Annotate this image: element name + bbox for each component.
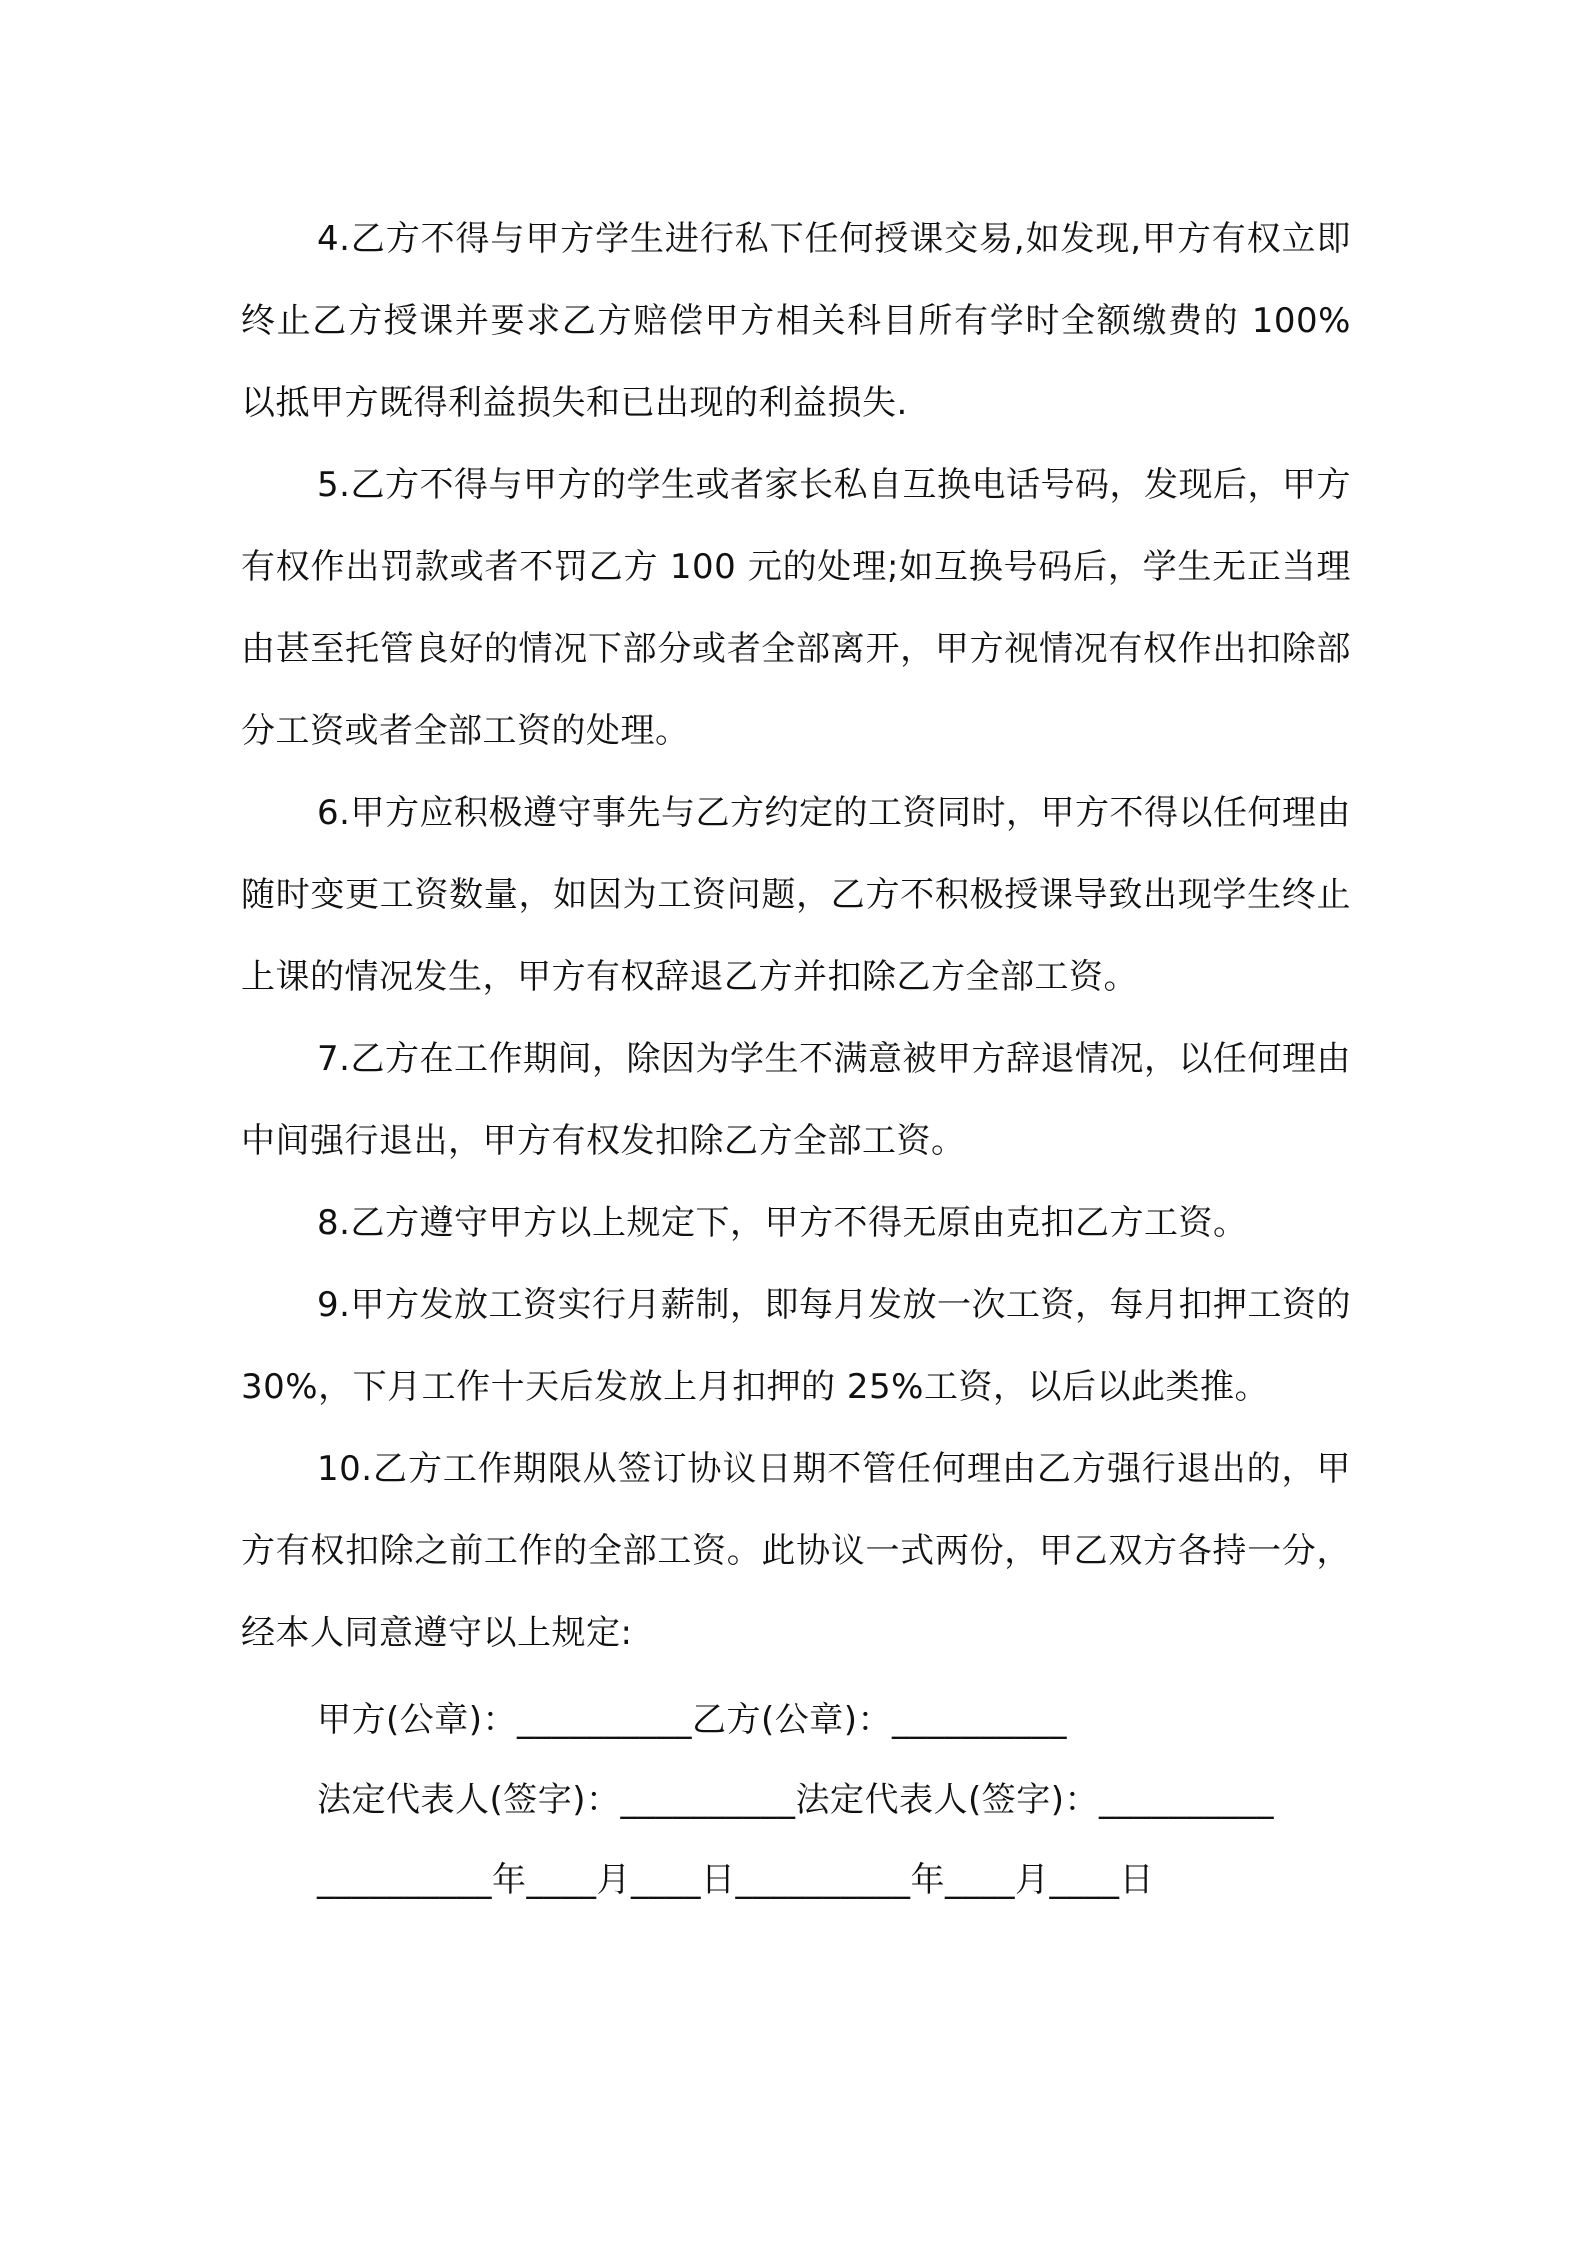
clause-5: 5.乙方不得与甲方的学生或者家长私自互换电话号码，发现后，甲方有权作出罚款或者不罚乙方 100 元的处理;如互换号码后，学生无正当理由甚至托管良好的情况下部分或者全部离开，甲方视情况有权作出扣除部分工资或者全部工资的处理。 bbox=[241, 465, 1351, 751]
date-line: __________年____月____日__________年____月____日 bbox=[317, 1860, 1154, 1900]
clause-8: 8.乙方遵守甲方以上规定下，甲方不得无原由克扣乙方工资。 bbox=[317, 1203, 1248, 1243]
document-body bbox=[241, 198, 1351, 1920]
clause-6: 6.甲方应积极遵守事先与乙方约定的工资同时，甲方不得以任何理由随时变更工资数量，如因为工资问题，乙方不积极授课导致出现学生终止上课的情况发生，甲方有权辞退乙方并扣除乙方全部工资。 bbox=[241, 793, 1351, 997]
representative-signature-line: 法定代表人(签字)：__________法定代表人(签字)：__________ bbox=[317, 1780, 1275, 1820]
signature-block bbox=[241, 1680, 1351, 1920]
clause-9: 9.甲方发放工资实行月薪制，即每月发放一次工资，每月扣押工资的 30%，下月工作十天后发放上月扣押的 25%工资，以后以此类推。 bbox=[241, 1285, 1351, 1407]
clause-10: 10.乙方工作期限从签订协议日期不管任何理由乙方强行退出的，甲方有权扣除之前工作的全部工资。此协议一式两份，甲乙双方各持一分，经本人同意遵守以上规定: bbox=[241, 1449, 1351, 1653]
clause-7: 7.乙方在工作期间，除因为学生不满意被甲方辞退情况，以任何理由中间强行退出，甲方有权发扣除乙方全部工资。 bbox=[241, 1039, 1351, 1161]
clause-4: 4.乙方不得与甲方学生进行私下任何授课交易,如发现,甲方有权立即终止乙方授课并要求乙方赔偿甲方相关科目所有学时全额缴费的 100%以抵甲方既得利益损失和已出现的利益损失. bbox=[241, 219, 1351, 423]
party-seal-line: 甲方(公章)：__________乙方(公章)：__________ bbox=[317, 1700, 1068, 1740]
